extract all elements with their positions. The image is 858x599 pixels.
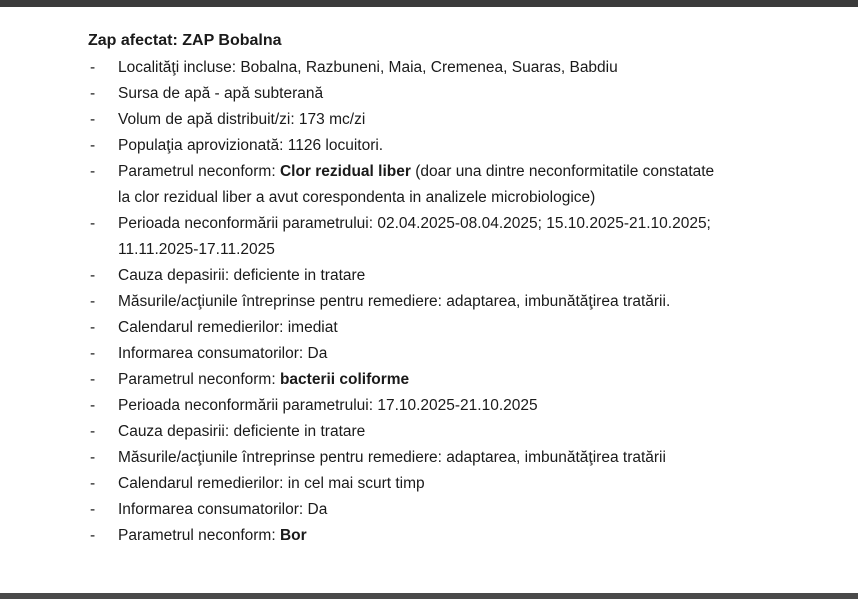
list-item	[88, 419, 848, 445]
bullet-dash: -	[90, 345, 96, 362]
list-item	[88, 367, 848, 393]
item-label: Parametrul neconform:	[118, 527, 280, 544]
list-item	[88, 497, 848, 523]
list-item	[88, 289, 848, 315]
list-item	[88, 133, 848, 159]
bullet-dash: -	[90, 85, 96, 102]
bullet-dash: -	[90, 371, 96, 388]
bullet-dash: -	[90, 527, 96, 544]
list-item	[88, 159, 848, 211]
bullet-dash: -	[90, 449, 96, 466]
list-item	[88, 523, 848, 549]
parameter-name: Bor	[279, 527, 307, 544]
item-label: Parametrul neconform:	[118, 163, 280, 180]
item-text-continued: la clor rezidual liber a avut corespondenta in analizele microbiologice)	[118, 189, 596, 206]
item-text: Măsurile/acţiunile întreprinse pentru remediere: adaptarea, imbunătăţirea tratării	[118, 449, 666, 466]
parameter-name: Clor rezidual liber	[279, 163, 411, 180]
bullet-dash: -	[90, 475, 96, 492]
list-item	[88, 393, 848, 419]
item-text: Cauza depasirii: deficiente in tratare	[118, 423, 366, 440]
bullet-dash: -	[90, 293, 96, 310]
list-item	[88, 263, 848, 289]
item-text-continued: 11.11.2025-17.11.2025	[118, 241, 275, 258]
bullet-dash: -	[90, 319, 96, 336]
list-item	[88, 81, 848, 107]
bullet-dash: -	[90, 215, 96, 232]
bullet-dash: -	[90, 111, 96, 128]
parameter-name: bacterii coliforme	[279, 371, 410, 388]
item-text: Informarea consumatorilor: Da	[118, 345, 328, 362]
item-text: Cauza depasirii: deficiente in tratare	[118, 267, 366, 284]
item-text: Calendarul remedierilor: imediat	[118, 319, 338, 336]
details-list	[88, 55, 848, 549]
bullet-dash: -	[90, 501, 96, 518]
list-item	[88, 211, 848, 263]
item-text: Perioada neconformării parametrului: 02.04.2025-08.04.2025; 15.10.2025-21.10.2025;	[118, 215, 711, 232]
list-item	[88, 107, 848, 133]
bullet-dash: -	[90, 163, 96, 180]
bullet-dash: -	[90, 267, 96, 284]
document-page	[88, 30, 848, 549]
item-text: Calendarul remedierilor: in cel mai scurt timp	[118, 475, 425, 492]
list-item	[88, 445, 848, 471]
item-label: Parametrul neconform:	[118, 371, 280, 388]
item-text: Măsurile/acţiunile întreprinse pentru remediere: adaptarea, imbunătăţirea tratării.	[118, 293, 671, 310]
item-text: Sursa de apă - apă subterană	[118, 85, 324, 102]
top-edge-bar	[0, 0, 858, 7]
bullet-dash: -	[90, 423, 96, 440]
bottom-edge-bar	[0, 593, 858, 599]
list-item	[88, 315, 848, 341]
list-item	[88, 55, 848, 81]
item-text: Informarea consumatorilor: Da	[118, 501, 328, 518]
item-text: Perioada neconformării parametrului: 17.10.2025-21.10.2025	[118, 397, 538, 414]
list-item	[88, 341, 848, 367]
item-text: Populaţia aprovizionată: 1126 locuitori.	[118, 137, 384, 154]
zone-heading: Zap afectat: ZAP Bobalna	[88, 32, 282, 49]
item-text: Localităţi incluse: Bobalna, Razbuneni, Maia, Cremenea, Suaras, Babdiu	[118, 59, 618, 76]
bullet-dash: -	[90, 397, 96, 414]
list-item	[88, 471, 848, 497]
bullet-dash: -	[90, 59, 96, 76]
item-text: (doar una dintre neconformitatile constatate	[410, 163, 715, 180]
bullet-dash: -	[90, 137, 96, 154]
item-text: Volum de apă distribuit/zi: 173 mc/zi	[118, 111, 366, 128]
